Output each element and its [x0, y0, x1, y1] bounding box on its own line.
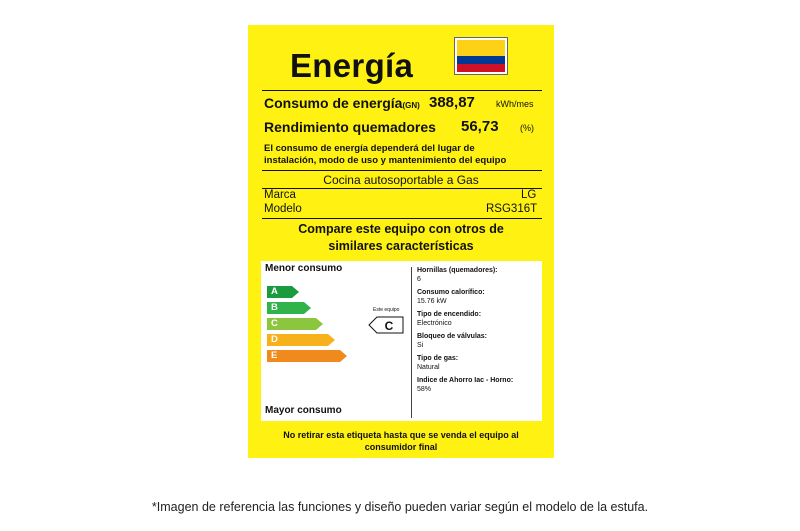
panel-divider — [411, 267, 412, 418]
class-letter-d: D — [271, 334, 278, 345]
note-line-1: El consumo de energía dependerá del lugar de — [264, 143, 475, 154]
spec-bloqueo-valvulas — [417, 333, 487, 350]
spec-value: Natural — [417, 363, 440, 371]
flag-blue-stripe — [457, 56, 505, 64]
colombia-flag-icon — [454, 37, 508, 75]
este-equipo-class: C — [384, 319, 394, 333]
efficiency-panel — [261, 261, 542, 421]
flag-yellow-stripe — [457, 40, 505, 56]
class-letter-b: B — [271, 302, 278, 313]
spec-label: Tipo de encendido: — [417, 311, 482, 318]
footer-line-1: No retirar esta etiqueta hasta que se venda el equipo al — [283, 430, 519, 440]
rendimiento-value: 56,73 — [461, 118, 499, 135]
este-equipo-arrow-icon — [368, 316, 404, 334]
usage-note — [264, 143, 544, 167]
modelo-label: Modelo — [264, 203, 302, 215]
rendimiento-unit: (%) — [520, 123, 534, 133]
class-letter-c: C — [271, 318, 278, 329]
este-equipo-indicator — [368, 307, 404, 339]
consumo-sub: (GN) — [402, 101, 420, 110]
spec-value: Electrónico — [417, 319, 452, 327]
spec-hornillas — [417, 267, 498, 284]
energy-title: Energía — [290, 47, 414, 84]
spec-label: Hornillas (quemadores): — [417, 267, 498, 274]
spec-value: Si — [417, 341, 424, 349]
modelo-value: RSG316T — [486, 203, 538, 215]
mayor-consumo: Mayor consumo — [265, 405, 342, 416]
marca-label: Marca — [264, 189, 296, 201]
disclaimer-text: *Imagen de referencia las funciones y diseño pueden variar según el modelo de la estufa. — [151, 500, 649, 514]
flag-red-stripe — [457, 64, 505, 72]
spec-tipo-encendido — [417, 311, 481, 328]
consumo-label-text: Consumo de energía — [264, 95, 403, 111]
note-line-2: instalación, modo de uso y mantenimiento del equipo — [264, 155, 507, 166]
menor-consumo: Menor consumo — [265, 263, 343, 274]
spec-value: 15.76 kW — [417, 297, 447, 305]
spec-value: 6 — [417, 275, 421, 283]
footer-line-2: consumidor final — [364, 442, 438, 452]
class-letter-a: A — [271, 286, 278, 297]
compare-line-2: similares características — [328, 239, 474, 253]
divider — [262, 170, 542, 171]
footer-note — [248, 429, 554, 453]
marca-value: LG — [521, 189, 537, 201]
divider — [262, 218, 542, 219]
appliance-type: Cocina autosoportable a Gas — [323, 173, 479, 187]
divider — [262, 188, 542, 189]
spec-label: Bloqueo de válvulas: — [417, 333, 488, 340]
spec-tipo-gas — [417, 355, 458, 372]
spec-label: Consumo calorífico: — [417, 289, 485, 296]
spec-indice-ahorro — [417, 377, 513, 394]
spec-label: Tipo de gas: — [417, 355, 459, 362]
consumo-unit: kWh/mes — [496, 99, 534, 109]
spec-value: 58% — [417, 385, 432, 393]
energy-label — [248, 25, 554, 458]
este-equipo-caption: Este equipo — [373, 307, 400, 313]
spec-consumo-calorifico — [417, 289, 485, 306]
divider — [262, 90, 542, 91]
spec-label: Indice de Ahorro Iac - Horno: — [417, 377, 514, 384]
compare-line-1: Compare este equipo con otros de — [298, 222, 504, 236]
rendimiento-label: Rendimiento quemadores — [264, 119, 436, 135]
consumo-value: 388,87 — [429, 94, 475, 111]
consumo-label — [264, 95, 420, 111]
class-letter-e: E — [271, 350, 278, 361]
